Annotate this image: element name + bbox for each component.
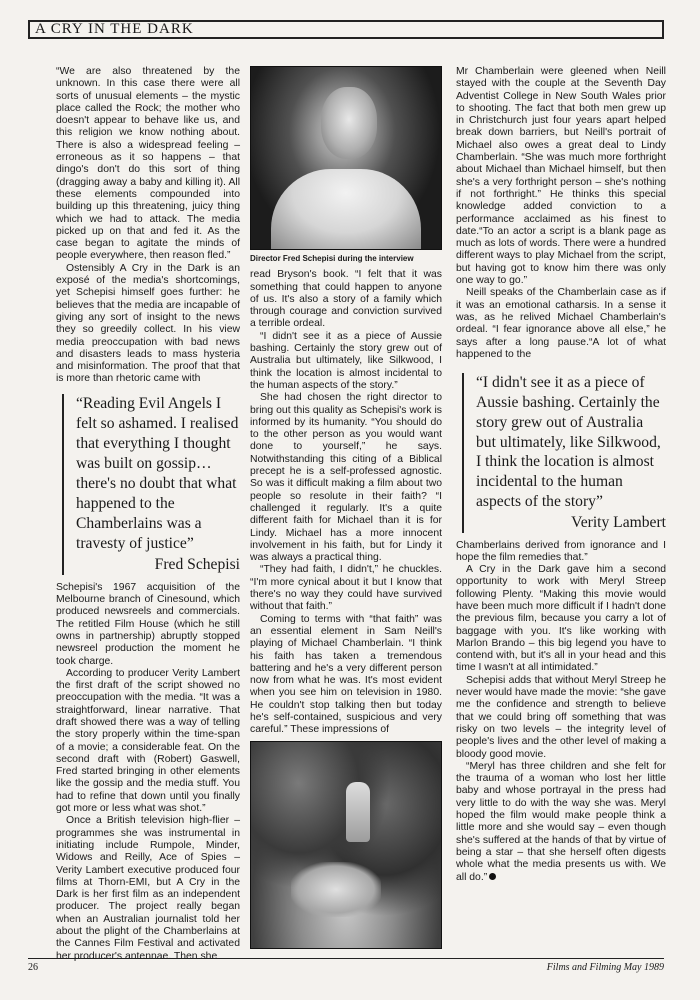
- photo-figure: [346, 782, 370, 842]
- film-still-photo: [250, 741, 442, 949]
- paragraph: “They had faith, I didn't,” he chuckles. “I'm more cynical about it but I know that there's no way they could have survived without that faith.”: [250, 564, 442, 613]
- paragraph: A Cry in the Dark gave him a second opportunity to work with Meryl Streep following Plenty. “Making this movie would have been much more difficult if I hadn't done the previous film, because you carry a lot of baggage with you. It's like working with Marlon Brando – this big legend you have to contend with, but it's all in your head and this time I wasn't at all intimidated.”: [456, 564, 666, 674]
- header-bar: [28, 20, 664, 39]
- director-photo: [250, 66, 442, 250]
- column-2: [250, 66, 442, 949]
- paragraph: According to producer Verity Lambert the first draft of the script showed no preoccupation with the media. “It was a straightforward, linear narrative. That draft showed there was a way of telling the story properly within the time-span of a movie; a considerable feat. On the second draft with (Robert) Gaswell, Fred started bringing in other elements like the gossip and the media stuff. You had to refine that down until you finally got more or less what was shot.”: [56, 667, 240, 815]
- column-3: [456, 66, 666, 884]
- paragraph: Schepisi's 1967 acquisition of the Melbourne branch of Cinesound, which produced newsreels and commercials. The retitled Film House (which he still owns in partnership) abruptly stopped newsreel production the moment he took charge.: [56, 581, 240, 667]
- paragraph: Schepisi adds that without Meryl Streep he never would have made the movie: “she gave me the confidence and strength to believe that we could bring off something that was risky on two levels – the integrity level of people's lives and the other level of making a bloody good movie.: [456, 674, 666, 760]
- paragraph: Once a British television high-flier – programmes she was instrumental in initiating include Rumpole, Minder, Widows and Reilly, Ace of Spies – Verity Lambert executive produced four films at Thorn-EMI, but A Cry in the Dark is her first film as an independent producer. The project really began when an Australian journalist told her about the plight of the Chamberlains at the Cannes Film Festival and activated her producer's antennae. Then she: [56, 815, 240, 962]
- paragraph: Mr Chamberlain were gleened when Neill stayed with the couple at the Seventh Day Adventist College in New South Wales prior to shooting. The fact that both men grew up in Christchurch just four years apart helped break down barriers, but Neill's portrait of Michael also owes a great deal to Lindy Chamberlain. “She was much more forthright about Michael than Michael himself, but then she's a very forthright person – she's nothing if not forthright.” He thinks this special knowledge added conviction to a performance acclaimed as his finest to date.“To an actor a script is a blank page as much as lots of words. There were a hundred different ways to play Michael from the script, but having got to know him there was only one way to go.”: [456, 66, 666, 287]
- page-footer: [28, 958, 664, 973]
- photo-dingo: [291, 862, 381, 917]
- page-number: 26: [28, 962, 38, 973]
- pull-quote: [62, 394, 240, 575]
- photo-head: [321, 87, 377, 159]
- paragraph: Neill speaks of the Chamberlain case as if it was an emotional catharsis. In a sense it was, as he relived Michael Chamberlain's ordeal. “I fear ignorance above all else,” he says after a long pause.“A lot of what happened to the: [456, 287, 666, 360]
- running-title: A CRY IN THE DARK: [35, 21, 194, 37]
- publication-line: Films and Filming May 1989: [546, 962, 664, 973]
- paragraph: Ostensibly A Cry in the Dark is an exposé of the media's shortcomings, yet Schepisi himself goes further: he believes that the media are incapable of giving any sort of insight to the news they so greedily collect. In his view media preoccupation with bad news and disasters leads to mass hysteria and misinformation. The proof that that is more than rhetoric came with: [56, 262, 240, 385]
- column-1: [56, 66, 240, 963]
- paragraph: Coming to terms with “that faith” was an essential element in Sam Neill's playing of Michael Chamberlain. “I think his faith has taken a tremendous battering and he's a very different person now from what he was. It's most evident when you see him on television in 1980. He couldn't stop talking then but today he's self-contained, suspicious and very careful.” These impressions of: [250, 613, 442, 736]
- pull-quote-attribution: Fred Schepisi: [154, 555, 240, 573]
- paragraph: “I didn't see it as a piece of Aussie bashing. Certainly the story grew out of Australia but ultimately, like Silkwood, I think the location is almost incidental to the human aspects of the story.”: [250, 330, 442, 391]
- photo-shirt: [271, 169, 421, 249]
- pull-quote-attribution: Verity Lambert: [571, 513, 666, 531]
- pull-quote-text: “Reading Evil Angels I felt so ashamed. I realised that everything I thought was built on gossip… there's no doubt that what happened to the Chamberlains was a travesty of justice”: [76, 394, 239, 552]
- paragraph: “We are also threatened by the unknown. In this case there were all sorts of unusual elements – the mystic place called the Rock; the mother who doesn't appear to behave like us, and this religion we know nothing about. There is also a widespread feeling – erroneous as it so happens – that dingo's don't do this sort of thing (dragging away a baby and killing it). All these elements compounded into building up this threatening, juicy thing which we had to attack. The media picked up on that and fed it. As the case began to agitate the minds of people everywhere, then reason fled.”: [56, 66, 240, 262]
- photo-caption: Director Fred Schepisi during the interview: [250, 254, 414, 263]
- paragraph-text: “Meryl has three children and she felt for the trauma of a woman who lost her little baby and whose portrayal in the press had very little to do with the way she was. Meryl hoped the film would make people think a little more and she would say – even though she's suffered at the hands of that by virtue of being a star – that she herself often digests whole what the media presents us with. We all do.”: [456, 760, 666, 883]
- pull-quote-text: “I didn't see it as a piece of Aussie bashing. Certainly the story grew out of Australia but ultimately, like Silkwood, I think the location is almost incidental to the human aspects of the story”: [476, 374, 661, 510]
- pull-quote: [462, 373, 666, 532]
- paragraph: Chamberlains derived from ignorance and I hope the film remedies that.”: [456, 539, 666, 563]
- paragraph: read Bryson's book. “I felt that it was something that could happen to anyone of us. It's also a story of a family which through courage and conviction survived a terrible ordeal.: [250, 269, 442, 330]
- paragraph: [456, 761, 666, 884]
- end-mark-icon: [489, 873, 496, 880]
- paragraph: She had chosen the right director to bring out this quality as Schepisi's work is informed by its humanity. “You should do to the other person as you would want done to yourself,” he says. Notwithstanding this citing of a Biblical precept he is a self-professed agnostic. So was it difficult making a film about two people so resolute in their faith? “I challenged it regularly. It's a quite different faith for Michael than it is for Lindy. Michael has a more innocent involvement in his faith, but for Lindy it was always a practical thing.: [250, 392, 442, 564]
